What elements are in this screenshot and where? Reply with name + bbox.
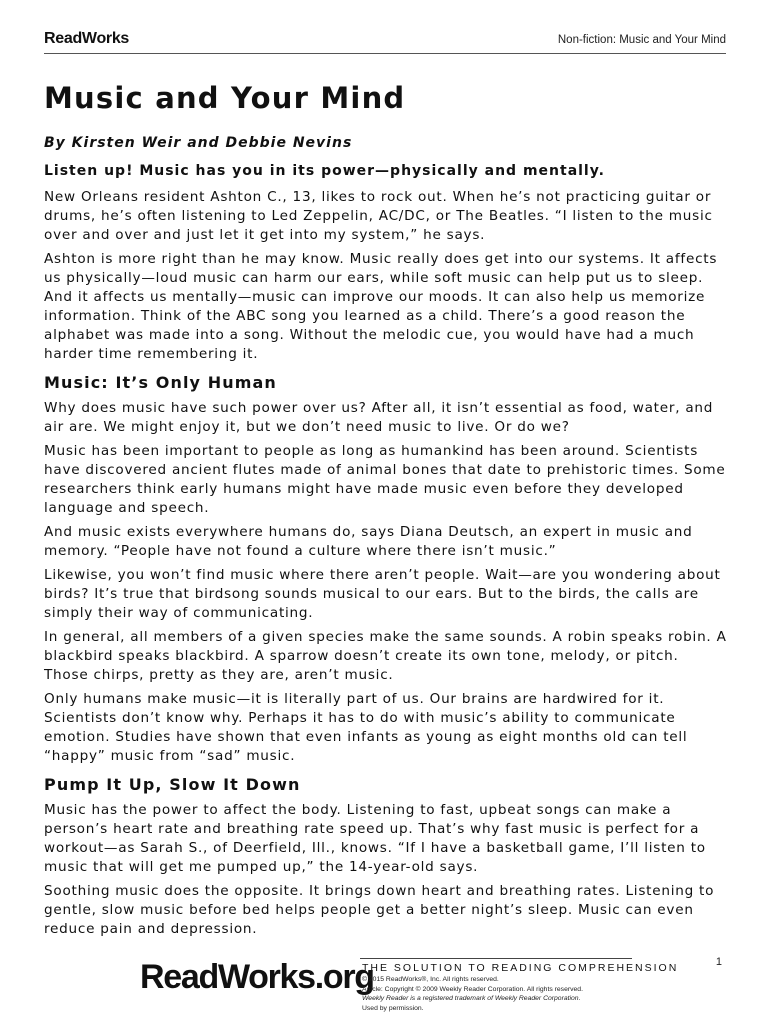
paragraph: And music exists everywhere humans do, says Diana Deutsch, an expert in music and memory. “People have not found a culture where there isn’t music.” (44, 524, 693, 559)
copyright-line: © 2015 ReadWorks®, Inc. All rights reserved. (362, 976, 499, 983)
copyright-line: Used by permission. (362, 1004, 424, 1012)
paragraph: Likewise, you won’t find music where there aren’t people. Wait—are you wondering about birds? It’s true that birdsong sounds musical to our ears. But to the birds, the calls are simply their way of communicating. (44, 567, 721, 621)
article-body (44, 78, 728, 944)
article-byline: By Kirsten Weir and Debbie Nevins (44, 135, 353, 151)
paragraph: Music has the power to affect the body. Listening to fast, upbeat songs can make a person’s heart rate and breathing rate speed up. That’s why fast music is perfect for a workout—as Sarah S., of Deerfield, Ill., knows. “If I have a basketball game, I’ll listen to music that will get me pumped up,” the 14-year-old says. (44, 802, 706, 875)
paragraph: Ashton is more right than he may know. Music really does get into our systems. It affects us physically—loud music can harm our ears, while soft music can help put us to sleep. And it affects us mentally—music can improve our moods. It can also help us memorize information. Think of the ABC song you learned as a child. There’s a good reason the alphabet was made into a song. Without the melodic cue, you would have had a much harder time remembering it. (44, 251, 718, 362)
header-divider (44, 53, 726, 54)
footer-divider (360, 958, 632, 959)
section-heading: Pump It Up, Slow It Down (44, 775, 301, 794)
paragraph: In general, all members of a given species make the same sounds. A robin speaks robin. A blackbird speaks blackbird. A sparrow doesn’t create its own tone, melody, or pitch. Those chirps, pretty as they are, aren’t music. (44, 629, 727, 683)
section-heading: Music: It’s Only Human (44, 373, 277, 392)
readworks-org-logo: ReadWorks.org (140, 958, 374, 996)
footer-tagline: THE SOLUTION TO READING COMPREHENSION (362, 962, 679, 974)
article-lede: Listen up! Music has you in its power—physically and mentally. (44, 163, 605, 179)
copyright-notice (362, 975, 583, 1013)
paragraph: Music has been important to people as long as humankind has been around. Scientists have discovered ancient flutes made of animal bones that date to prehistoric times. Some researchers think early humans might have made music even before they developed language and speech. (44, 443, 726, 516)
page-number: 1 (715, 956, 722, 968)
paragraph: New Orleans resident Ashton C., 13, likes to rock out. When he’s not practicing guitar or drums, he’s often listening to Led Zeppelin, AC/DC, or The Beatles. “I listen to the music over and over and just let it get into my system,” he says. (44, 189, 713, 243)
paragraph: Only humans make music—it is literally part of us. Our brains are hardwired for it. Scientists don’t know why. Perhaps it has to do with music’s ability to communicate emotion. Studies have shown that even infants as young as eight months old can tell “happy” music from “sad” music. (44, 691, 688, 764)
paragraph: Why does music have such power over us? After all, it isn’t essential as food, water, and air are. We might enjoy it, but we don’t need music to live. Or do we? (44, 400, 714, 435)
paragraph: Soothing music does the opposite. It brings down heart and breathing rates. Listening to gentle, slow music before bed helps people get a better night’s sleep. Music can even reduce pain and depression. (44, 883, 715, 937)
copyright-line: Weekly Reader is a registered trademark of Weekly Reader Corporation. (362, 995, 581, 1002)
article-title: Music and Your Mind (44, 81, 406, 115)
readworks-logo: ReadWorks (44, 30, 130, 47)
header-section-label: Non-fiction: Music and Your Mind (557, 34, 726, 46)
copyright-line: Article: Copyright © 2009 Weekly Reader Corporation. All rights reserved. (362, 985, 583, 993)
